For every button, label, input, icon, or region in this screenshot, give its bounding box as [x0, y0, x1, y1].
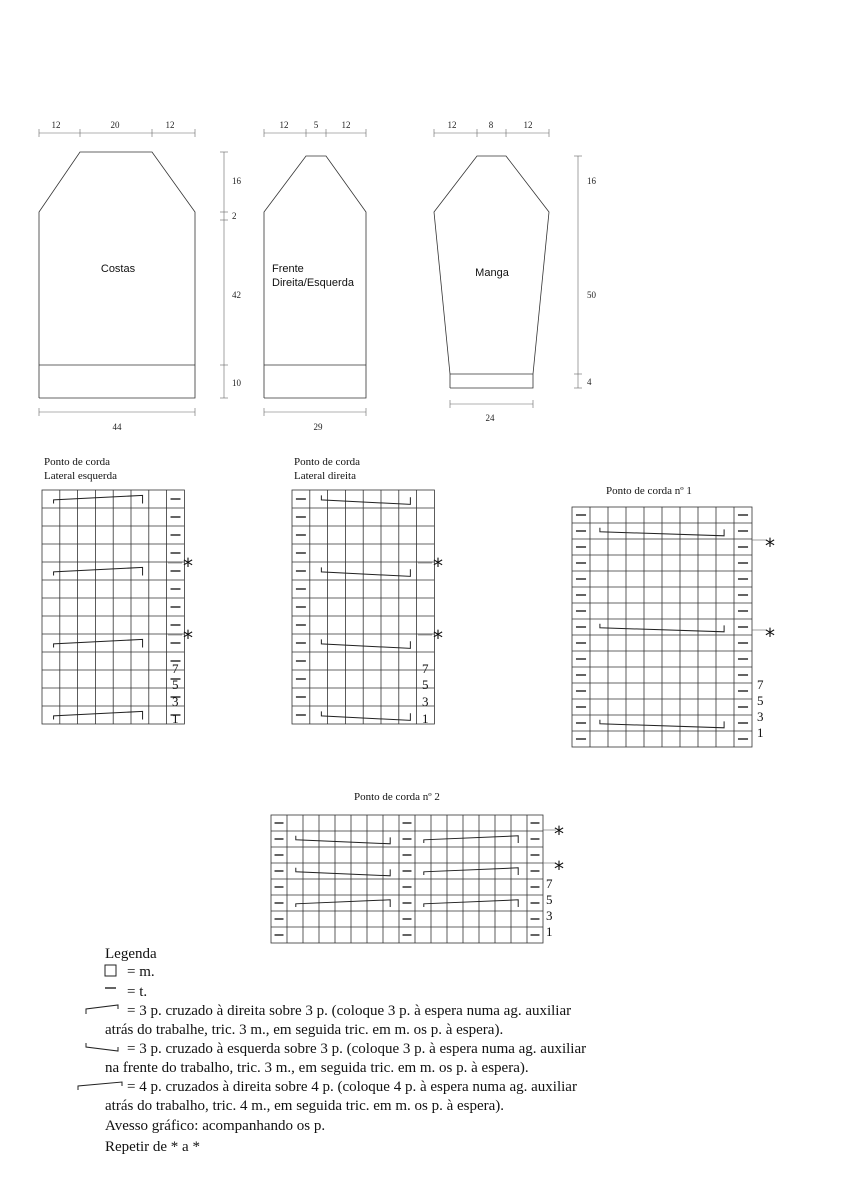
repeat-star: * [433, 626, 443, 650]
repeat-star: * [554, 857, 564, 881]
cable-cross-icon [424, 836, 518, 843]
row-number: 7 [172, 661, 179, 676]
back-height-armhole: 16 [232, 176, 241, 186]
cable-cross-icon [296, 868, 390, 876]
chart-cable2-title: Ponto de corda nº 2 [354, 791, 440, 803]
legend-wrong-side: Avesso gráfico: acompanhando os p. [105, 1118, 326, 1134]
legend-repeat: Repetir de * a * [105, 1139, 200, 1155]
sleeve-bottom-width: 24 [485, 413, 495, 423]
cable-cross-icon [54, 711, 143, 719]
back-width-left: 12 [51, 120, 61, 130]
row-number: 5 [757, 693, 764, 708]
front-label-line2: Direita/Esquerda [272, 277, 354, 289]
front-label-line1: Frente [272, 263, 304, 275]
legend-knit: = m. [127, 964, 155, 980]
cable-cross-icon [54, 495, 143, 503]
knit-symbol-icon [105, 965, 116, 976]
back-bottom-width: 44 [112, 422, 122, 432]
cable-cross-icon [54, 639, 143, 647]
chart-right-title-1: Ponto de corda [294, 456, 360, 468]
sleeve-height-cap: 16 [587, 176, 596, 186]
front-width-neck: 5 [313, 120, 319, 130]
front-width-left: 12 [279, 120, 289, 130]
row-number: 1 [422, 711, 429, 726]
schematic-front [264, 120, 366, 432]
legend-purl: = t. [127, 984, 148, 1000]
row-number: 7 [422, 661, 429, 676]
row-number: 5 [172, 677, 179, 692]
repeat-star: * [554, 822, 564, 846]
sleeve-height-cuff: 4 [587, 377, 592, 387]
back-height-gap: 2 [232, 211, 237, 221]
row-number: 7 [546, 876, 553, 891]
legend-cable-right4-a: = 4 p. cruzados à direita sobre 4 p. (coloque 4 p. à espera numa ag. auxiliar [127, 1079, 577, 1095]
back-width-right: 12 [165, 120, 175, 130]
chart-right-title-2: Lateral direita [294, 470, 356, 482]
cable-cross-icon [321, 495, 410, 504]
chart-left-title-2: Lateral esquerda [44, 470, 117, 482]
back-height-rib: 10 [232, 378, 241, 388]
cable-cross-icon [424, 900, 518, 907]
cable-cross-icon [321, 567, 410, 576]
row-number: 5 [546, 892, 553, 907]
repeat-star: * [183, 554, 193, 578]
row-number: 3 [422, 694, 429, 709]
legend-cable-left3-b: na frente do trabalho, tric. 3 m., em seguida tric. em m. os p. à espera). [105, 1060, 529, 1076]
cable-left-3-icon [86, 1043, 118, 1051]
schematic-back [39, 120, 242, 432]
repeat-star: * [183, 626, 193, 650]
chart-cable-2 [271, 815, 543, 943]
sleeve-width-cap: 8 [488, 120, 494, 130]
back-label: Costas [100, 263, 136, 275]
repeat-star: * [765, 534, 775, 558]
row-number: 7 [757, 677, 764, 692]
front-bottom-width: 29 [313, 422, 323, 432]
repeat-star: * [433, 554, 443, 578]
sleeve-width-right: 12 [523, 120, 533, 130]
legend-cable-right3-a: = 3 p. cruzado à direita sobre 3 p. (coloque 3 p. à espera numa ag. auxiliar [127, 1003, 572, 1019]
cable-cross-icon [296, 836, 390, 844]
row-number: 1 [172, 711, 179, 726]
chart-cable1-title: Ponto de corda nº 1 [606, 485, 692, 497]
chart-cable-1 [572, 507, 752, 747]
row-number: 5 [422, 677, 429, 692]
sleeve-label: Manga [475, 267, 509, 279]
cable-cross-icon [54, 567, 143, 575]
row-number: 3 [172, 694, 179, 709]
repeat-markers [168, 534, 775, 881]
sleeve-height-body: 50 [587, 290, 596, 300]
cable-cross-icon [321, 711, 410, 720]
legend-cable-left3-a: = 3 p. cruzado à esquerda sobre 3 p. (coloque 3 p. à espera numa ag. auxiliar [127, 1041, 587, 1057]
cable-cross-icon [424, 868, 518, 875]
sleeve-width-left: 12 [447, 120, 457, 130]
legend-title: Legenda [105, 946, 157, 962]
front-width-right: 12 [341, 120, 351, 130]
row-number: 3 [546, 908, 553, 923]
back-width-neck: 20 [110, 120, 120, 130]
chart-left-side [42, 490, 184, 724]
chart-left-title-1: Ponto de corda [44, 456, 110, 468]
row-number: 1 [546, 924, 553, 939]
repeat-star: * [765, 624, 775, 648]
legend [78, 946, 586, 1155]
legend-cable-right3-b: atrás do trabalhe, tric. 3 m., em seguida tric. em m. os p. à espera). [105, 1022, 504, 1038]
cable-right-4-icon [78, 1082, 122, 1090]
cable-right-3-icon [86, 1005, 118, 1014]
cable-cross-icon [296, 900, 390, 907]
cable-cross-icon [321, 639, 410, 648]
row-number: 3 [757, 709, 764, 724]
row-number: 1 [757, 725, 764, 740]
schematic-sleeve [434, 120, 597, 423]
back-height-body: 42 [232, 290, 241, 300]
legend-cable-right4-b: atrás do trabalho, tric. 4 m., em seguida tric. em m. os p. à espera). [105, 1098, 505, 1114]
chart-right-side [292, 490, 434, 724]
